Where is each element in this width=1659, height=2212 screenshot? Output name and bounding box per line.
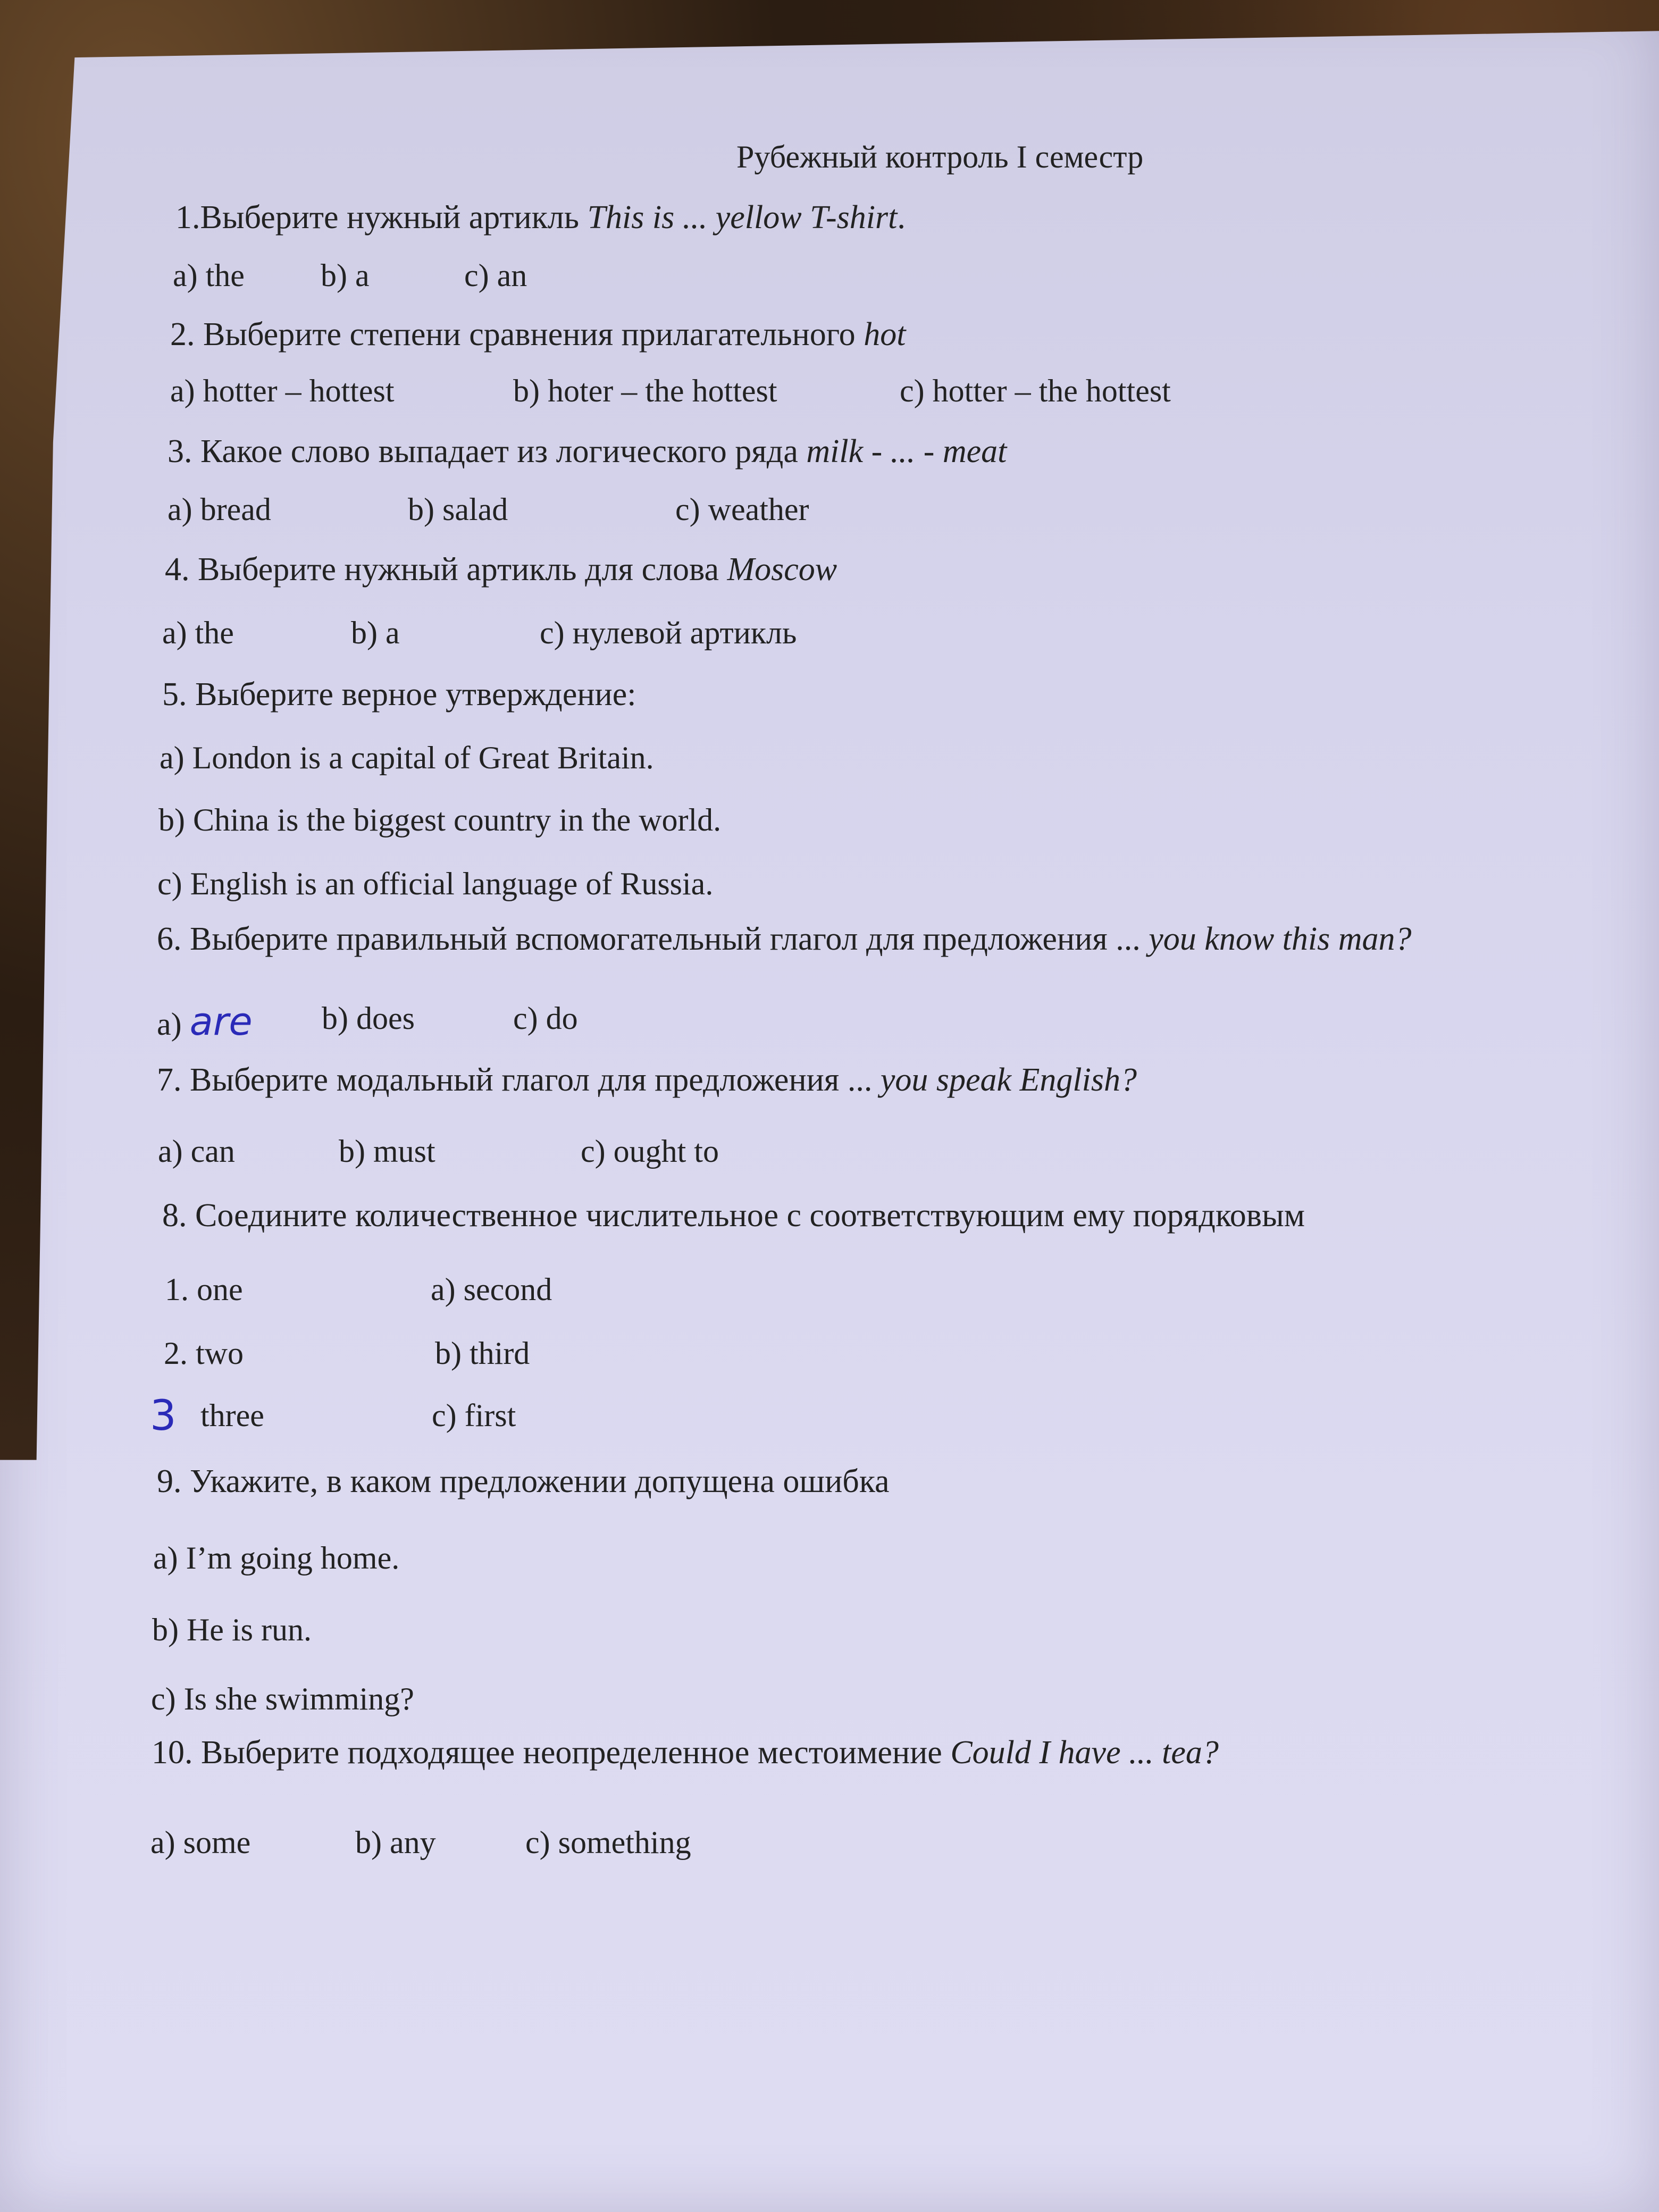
option-a-label: a) <box>157 1007 182 1042</box>
question-7 <box>157 1063 1137 1096</box>
question-5-option-a <box>160 742 654 774</box>
option-a: a) hotter – hottest <box>170 373 395 408</box>
question-10-phrase: Could I have ... tea? <box>950 1735 1219 1771</box>
question-2-phrase: hot <box>864 316 906 353</box>
question-8 <box>162 1199 1305 1232</box>
question-9-option-c <box>151 1683 414 1715</box>
option-b: b) a <box>351 615 400 650</box>
question-1-phrase: This is ... yellow T-shirt <box>587 199 898 236</box>
option-a: a) some <box>150 1825 251 1860</box>
question-10 <box>152 1736 1219 1769</box>
option-a: a) the <box>173 258 245 293</box>
option-b: b) hoter – the hottest <box>513 373 777 408</box>
question-6-phrase: you know this man? <box>1149 921 1412 957</box>
question-10-text: 10. Выберите подходящее неопределенное местоимение <box>152 1735 951 1771</box>
question-2-text: 2. Выберите степени сравнения прилагательного <box>170 316 864 353</box>
option-a: a) bread <box>167 492 271 527</box>
ordinal-b: b) third <box>435 1336 530 1371</box>
question-4 <box>165 553 837 586</box>
question-4-text: 4. Выберите нужный артикль для слова <box>165 551 727 588</box>
question-5-option-c <box>157 868 713 900</box>
handwritten-answer: are <box>189 999 253 1044</box>
option-c: c) do <box>513 1001 578 1036</box>
question-5 <box>162 678 636 711</box>
question-3-phrase: milk - ... - meat <box>806 433 1007 470</box>
question-9-option-a <box>153 1542 399 1574</box>
question-5-text: 5. Выберите верное утверждение: <box>162 676 636 713</box>
option-c: c) hotter – the hottest <box>900 373 1171 408</box>
question-5-option-b <box>158 804 721 836</box>
question-8-text: 8. Соедините количественное числительное с соответствующим ему порядковым <box>162 1197 1305 1234</box>
question-7-text: 7. Выберите модальный глагол для предложения ... <box>157 1062 881 1098</box>
question-7-phrase: you speak English? <box>880 1062 1137 1098</box>
question-3 <box>167 435 1007 468</box>
handwritten-number: 3 <box>150 1392 177 1440</box>
question-9-option-b <box>152 1614 312 1646</box>
cardinal-1: 1. one <box>165 1272 243 1307</box>
option-c: c) нулевой артикль <box>540 615 797 650</box>
option-a: a) London is a capital of Great Britain. <box>160 740 654 775</box>
option-a: a) can <box>158 1134 235 1169</box>
question-1-text: 1.Выберите нужный артикль <box>175 199 588 236</box>
option-b: b) any <box>355 1825 436 1860</box>
question-6 <box>157 923 1412 956</box>
option-a <box>157 999 253 1044</box>
ordinal-a: a) second <box>431 1272 552 1307</box>
option-c: c) weather <box>675 492 809 527</box>
option-a: a) the <box>162 615 234 650</box>
cardinal-3: three <box>200 1398 264 1433</box>
option-c: c) an <box>464 258 527 293</box>
option-b: b) He is run. <box>152 1612 312 1647</box>
question-2 <box>170 318 906 351</box>
option-b: b) salad <box>408 492 508 527</box>
question-1-tail: . <box>897 199 906 236</box>
option-a: a) I’m going home. <box>153 1540 400 1576</box>
option-b: b) a <box>321 258 370 293</box>
question-1 <box>175 201 906 234</box>
question-9 <box>157 1465 890 1498</box>
option-c: c) ought to <box>581 1134 719 1169</box>
ordinal-c: c) first <box>432 1398 516 1433</box>
question-6-text: 6. Выберите правильный вспомогательный глагол для предложения ... <box>157 921 1149 957</box>
option-c: c) English is an official language of Russia. <box>157 866 714 901</box>
question-9-text: 9. Укажите, в каком предложении допущена ошибка <box>157 1463 890 1499</box>
option-b: b) China is the biggest country in the world. <box>158 802 722 837</box>
option-b: b) must <box>339 1134 435 1169</box>
question-3-text: 3. Какое слово выпадает из логического ряда <box>167 433 807 470</box>
cardinal-2: 2. two <box>164 1336 244 1371</box>
option-c: c) Is she swimming? <box>151 1681 414 1716</box>
option-c: c) something <box>525 1825 691 1860</box>
option-b: b) does <box>322 1001 415 1036</box>
question-4-phrase: Moscow <box>727 551 837 588</box>
page-title: Рубежный контроль I семестр <box>736 139 1144 174</box>
